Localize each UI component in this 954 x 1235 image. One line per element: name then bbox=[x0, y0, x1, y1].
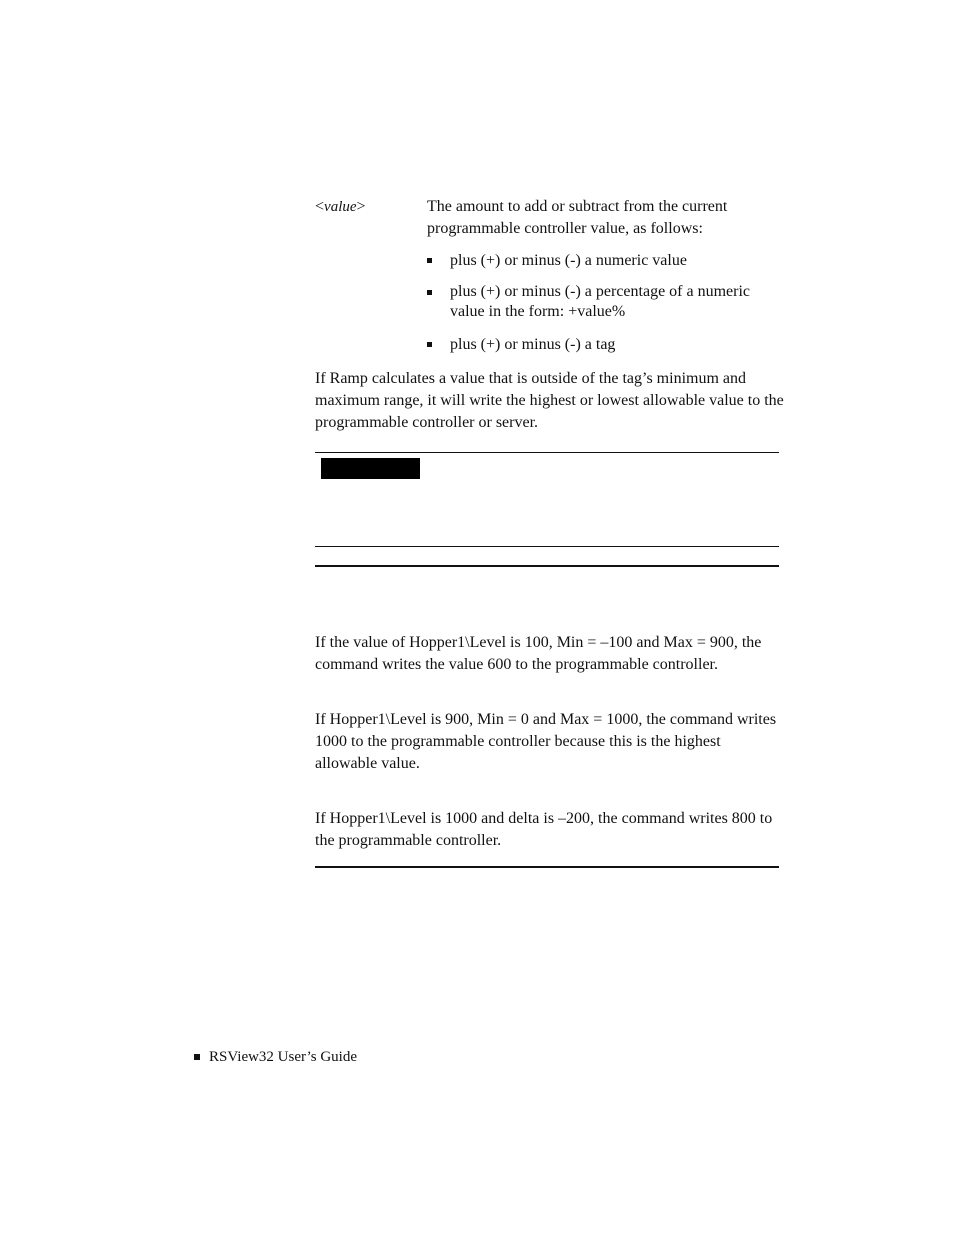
parameter-options-list bbox=[427, 250, 787, 360]
parameter-name-text: value bbox=[324, 199, 357, 215]
examples-top-rule bbox=[315, 565, 779, 567]
parameter-name: <value> bbox=[315, 198, 366, 215]
note-label-block bbox=[321, 458, 420, 479]
bullet-icon bbox=[427, 290, 432, 295]
list-item-text: plus (+) or minus (-) a percentage of a numeric value in the form: +value% bbox=[450, 283, 751, 320]
example-paragraph: If Hopper1\Level is 1000 and delta is –200, the command writes 800 to the programmable controller. bbox=[315, 810, 773, 849]
note-top-rule bbox=[315, 452, 779, 453]
bullet-icon bbox=[427, 342, 432, 347]
example-paragraph: If Hopper1\Level is 900, Min = 0 and Max = 1000, the command writes 1000 to the programmable controller because this is the highest allowable value. bbox=[315, 711, 777, 772]
footer-title: RSView32 User’s Guide bbox=[209, 1049, 357, 1065]
note-bottom-rule bbox=[315, 546, 779, 547]
range-paragraph: If Ramp calculates a value that is outside of the tag’s minimum and maximum range, it will write the highest or lowest allowable value to the programmable controller or server. bbox=[315, 370, 784, 431]
list-item-text: plus (+) or minus (-) a numeric value bbox=[450, 252, 687, 269]
list-item-text: plus (+) or minus (-) a tag bbox=[450, 336, 616, 353]
footer-bullet-icon bbox=[194, 1054, 200, 1060]
examples-bottom-rule bbox=[315, 866, 779, 868]
bullet-icon bbox=[427, 258, 432, 263]
parameter-description: The amount to add or subtract from the current programmable controller value, as follows: bbox=[427, 198, 728, 237]
example-paragraph: If the value of Hopper1\Level is 100, Min = –100 and Max = 900, the command writes the value 600 to the programmable controller. bbox=[315, 634, 762, 673]
